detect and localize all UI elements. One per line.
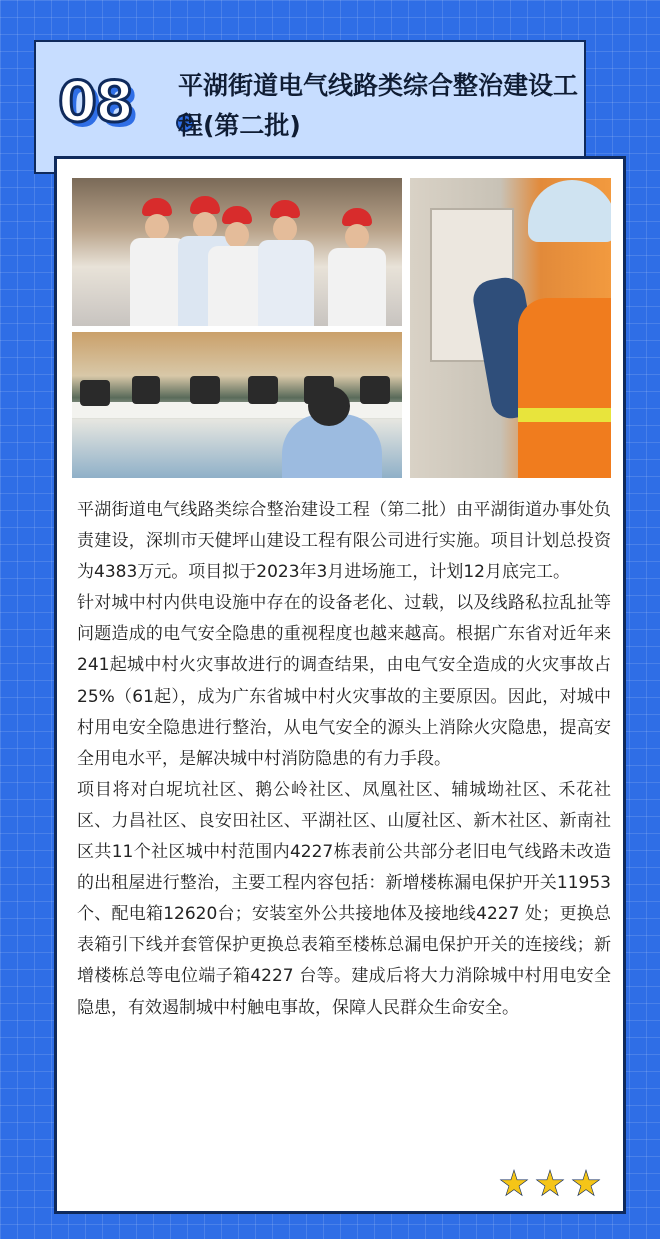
person-icon	[145, 214, 169, 240]
header-card	[34, 40, 586, 174]
chair	[132, 376, 160, 404]
chair	[190, 376, 220, 404]
person-icon	[273, 216, 297, 242]
paragraph-scope: 项目将对白坭坑社区、鹅公岭社区、凤凰社区、辅城坳社区、禾花社区、力昌社区、良安田社区、平湖社区、山厦社区、新木社区、新南社区共11个社区城中村范围内4227栋表前公共部分老旧电气线路未改造的出租屋进行整治，主要工程内容包括：新增楼栋漏电保护开关11953 个、配电箱12620台；安装室外公共接地体及接地线4227 处；更换总表箱引下线并套管保护更换总表箱至楼栋总漏电保护开关的连接线；新增楼栋总等电位端子箱4227 台等。建成后将大力消除城中村用电安全隐患，有效遏制城中村触电事故，保障人民群众生命安全。	[77, 779, 611, 1018]
section-number: 08	[58, 70, 132, 135]
safety-vest	[518, 298, 611, 478]
vest-reflective-stripe	[518, 408, 611, 422]
rating-stars	[501, 1171, 599, 1197]
person-body	[328, 248, 386, 326]
person-icon	[193, 212, 217, 238]
page-title: 平湖街道电气线路类综合整治建设工程(第二批)	[178, 71, 579, 140]
electrician-work-photo	[410, 178, 611, 478]
article-body	[77, 495, 611, 1024]
paragraph-overview: 平湖街道电气线路类综合整治建设工程（第二批）由平湖街道办事处负责建设，深圳市天健坪山建设工程有限公司进行实施。项目计划总投资为4383万元。项目拟于2023年3月进场施工，计划12月底完工。	[77, 500, 611, 583]
attendee-head	[308, 386, 350, 426]
star-icon	[501, 1171, 527, 1197]
site-inspection-photo	[72, 178, 402, 326]
safety-helmet-icon	[528, 180, 611, 242]
content-card	[54, 156, 626, 1214]
chair	[248, 376, 278, 404]
paragraph-background: 针对城中村内供电设施中存在的设备老化、过载，以及线路私拉乱扯等问题造成的电气安全隐患的重视程度也越来越高。根据广东省对近年来241起城中村火灾事故进行的调查结果，由电气安全造成的火灾事故占25%（61起），成为广东省城中村火灾事故的主要原因。因此，对城中村用电安全隐患进行整治，从电气安全的源头上消除火灾隐患，提高安全用电水平，是解决城中村消防隐患的有力手段。	[77, 593, 611, 769]
person-icon	[345, 224, 369, 250]
person-body	[258, 240, 314, 326]
chair	[360, 376, 390, 404]
chair	[80, 380, 110, 406]
star-icon	[537, 1171, 563, 1197]
person-icon	[225, 222, 249, 248]
meeting-photo	[72, 332, 402, 478]
star-icon	[573, 1171, 599, 1197]
